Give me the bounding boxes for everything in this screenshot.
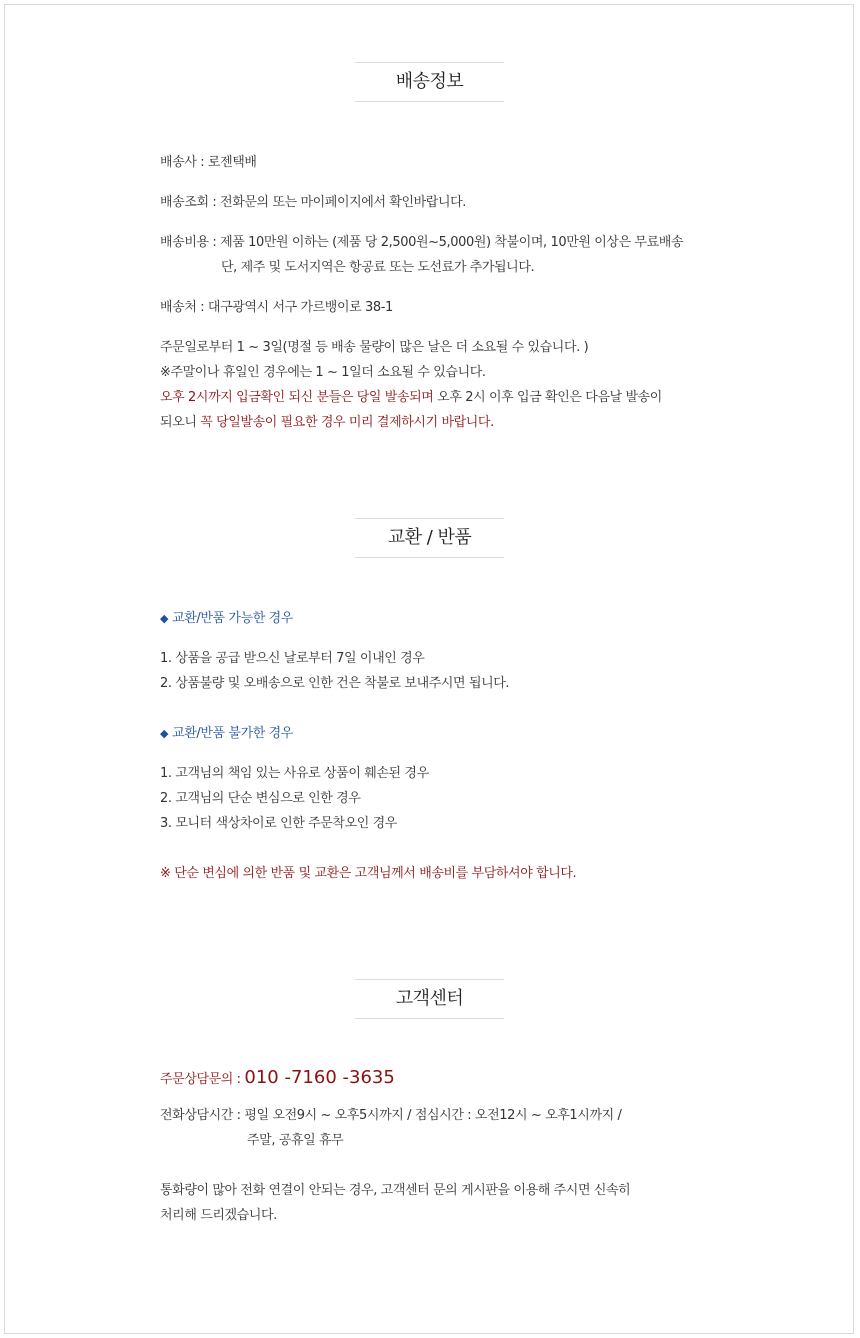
list-item: 3. 모니터 색상차이로 인한 주문착오인 경우 [160, 816, 397, 831]
list-item: 1. 고객님의 책임 있는 사유로 상품이 훼손된 경우 [160, 766, 429, 781]
shipping-origin: 배송처 : 대구광역시 서구 가르뱅이로 38-1 [160, 300, 393, 315]
cs-busy-line1: 통화량이 많아 전화 연결이 안되는 경우, 고객센터 문의 게시판을 이용해 주시면 신속히 [160, 1183, 631, 1198]
cs-phone-line [160, 1067, 395, 1091]
exchange-possible-heading [160, 610, 293, 628]
exchange-shipping-fee-notice: ※ 단순 변심에 의한 반품 및 교환은 고객님께서 배송비를 부담하셔야 합니다. [160, 866, 577, 881]
cs-hours-line1: 전화상담시간 : 평일 오전9시 ~ 오후5시까지 / 점심시간 : 오전12시 ~ 오후1시까지 / [160, 1108, 622, 1123]
list-item: 2. 상품불량 및 오배송으로 인한 건은 착불로 보내주시면 됩니다. [160, 676, 510, 691]
possible-heading-text: 교환/반품 가능한 경우 [172, 611, 293, 626]
phone-label: 주문상담문의 : [160, 1072, 245, 1087]
shipping-tracking: 배송조회 : 전화문의 또는 마이페이지에서 확인바랍니다. [160, 195, 467, 210]
shipping-cost-line2: 단, 제주 및 도서지역은 항공료 또는 도선료가 추가됩니다. [221, 260, 535, 275]
same-day-highlight-2: 꼭 당일발송이 필요한 경우 미리 결제하시기 바랍니다. [196, 415, 494, 430]
list-item: 2. 고객님의 단순 변심으로 인한 경우 [160, 791, 361, 806]
exchange-section-title: 교환 / 반품 [355, 518, 504, 558]
diamond-bullet-icon: ◆ [160, 727, 169, 740]
exchange-impossible-heading [160, 725, 293, 743]
diamond-bullet-icon: ◆ [160, 612, 169, 625]
shipping-weekend-note: ※주말이나 휴일인 경우에는 1 ~ 1일더 소요될 수 있습니다. [160, 365, 486, 380]
shipping-same-day-line1 [160, 389, 662, 407]
impossible-heading-text: 교환/반품 불가한 경우 [172, 726, 293, 741]
same-day-highlight: 오후 2시까지 입금확인 되신 분들은 당일 발송되며 [160, 390, 434, 405]
same-day-text-2: 되오니 [160, 415, 197, 430]
same-day-text: 오후 2시 이후 입금 확인은 다음날 발송이 [433, 390, 662, 405]
shipping-section-title: 배송정보 [355, 62, 504, 102]
shipping-courier: 배송사 : 로젠택배 [160, 155, 257, 170]
cs-hours-line2: 주말, 공휴일 휴무 [247, 1133, 344, 1148]
list-item: 1. 상품을 공급 받으신 날로부터 7일 이내인 경우 [160, 651, 425, 666]
shipping-cost-line1: 배송비용 : 제품 10만원 이하는 (제품 당 2,500원~5,000원) 착불이며, 10만원 이상은 무료배송 [160, 235, 684, 250]
shipping-lead-time: 주문일로부터 1 ~ 3일(명절 등 배송 물량이 많은 날은 더 소요될 수 있습니다. ) [160, 340, 589, 355]
cs-busy-line2: 처리해 드리겠습니다. [160, 1208, 277, 1223]
cs-section-title: 고객센터 [355, 979, 504, 1019]
phone-number[interactable]: 010 -7160 -3635 [244, 1067, 395, 1088]
shipping-same-day-line2 [160, 414, 494, 432]
